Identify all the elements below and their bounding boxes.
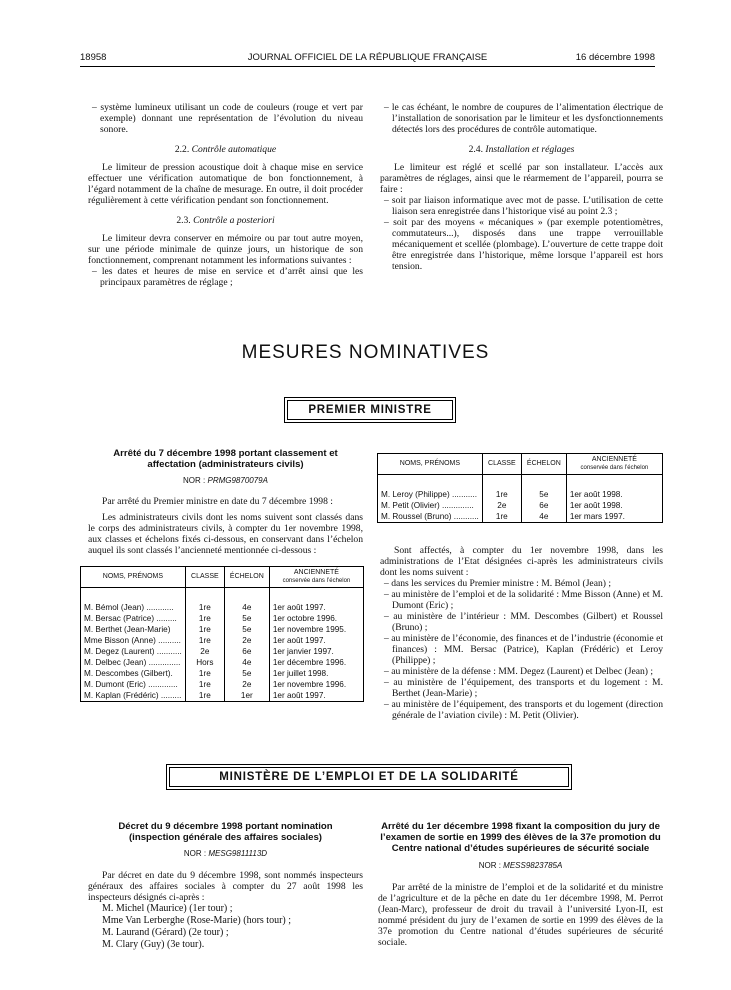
issue-date: 16 décembre 1998	[575, 52, 655, 63]
table-header-row	[378, 454, 663, 475]
table-cell-nom: M. Bersac (Patrice) .........	[81, 613, 186, 624]
table-cell-anc: 1er novembre 1996.	[269, 679, 363, 690]
list-item: – au ministère de l’équipement, des transports et du logement (direction générale de l’aviation civile) : M. Petit (Olivier).	[384, 699, 663, 721]
table-cell-anc: 1er novembre 1995.	[269, 624, 363, 635]
column-header-anciennete: ANCIENNETÉ conservée dans l’échelon	[566, 454, 662, 475]
classement-table-continued	[377, 453, 663, 523]
table-cell-nom: M. Leroy (Philippe) ...........	[378, 475, 483, 501]
table-cell-anc: 1er août 1997.	[269, 635, 363, 646]
top-right-column	[380, 102, 663, 272]
table-cell-nom: M. Berthet (Jean-Marie)	[81, 624, 186, 635]
ministry-banner-premier-ministre	[284, 397, 456, 423]
list-item: – au ministère de l’économie, des finances et de l’industrie (économie et finances) : MM. Bersac (Patrice), Kaplan (Frédéric) et Leroy (Philippe) ;	[384, 633, 663, 666]
table-cell-anc: 1er août 1998.	[566, 500, 662, 511]
table-cell-echelon: 4e	[224, 657, 269, 668]
table-cell-echelon: 2e	[224, 635, 269, 646]
table-cell-classe: 1re	[185, 613, 224, 624]
page-header	[80, 52, 655, 67]
paragraph: Sont affectés, à compter du 1er novembre 1998, dans les administrations de l’Etat désignées ci-après les administrateurs civils dont les noms suivent :	[380, 545, 663, 578]
table-cell-classe: 1re	[482, 511, 521, 523]
table-cell-classe: 2e	[482, 500, 521, 511]
table-cell-echelon: 5e	[224, 624, 269, 635]
list-item: – soit par liaison informatique avec mot de passe. L’utilisation de cette liaison sera enregistrée dans l’historique visé au point 2.3 ;	[384, 195, 663, 217]
table-row	[81, 679, 364, 690]
paragraph: Par arrêté de la ministre de l’emploi et de la solidarité et du ministre de l’agriculture et de la pêche en date du 1er décembre 1998, M. Perrot (Jean-Marc), professeur de droit du travail à l’université Lyon-II, est nommé président du jury de l’examen de sortie en 1999 des élèves de la 37e promotion du Centre national d’études supérieures de sécurité sociale.	[378, 882, 663, 948]
table-cell-nom: Mme Bisson (Anne) ..........	[81, 635, 186, 646]
table-row	[81, 635, 364, 646]
nor-reference: NOR : MESG9811113D	[183, 849, 268, 858]
list-item: – au ministère de la défense : MM. Degez (Laurent) et Delbec (Jean) ;	[384, 666, 654, 677]
table-cell-classe: 1re	[185, 624, 224, 635]
table-header-row	[81, 567, 364, 588]
table-cell-anc: 1er décembre 1996.	[269, 657, 363, 668]
paragraph: Par décret en date du 9 décembre 1998, sont nommés inspecteurs généraux des affaires sociales à compter du 27 août 1998 les inspecteurs désignés ci-après :	[88, 870, 363, 903]
table-cell-nom: M. Dumont (Eric) .............	[81, 679, 186, 690]
section-heading-2-4: 2.4. Installation et réglages	[468, 144, 575, 155]
table-cell-echelon: 2e	[224, 679, 269, 690]
table-row	[81, 657, 364, 668]
list-item: – dans les services du Premier ministre : M. Bémol (Jean) ;	[384, 578, 612, 589]
list-item: – soit par des moyens « mécaniques » (par exemple potentiomètres, commutateurs...), disposés dans une trappe verrouillable mécaniquement et scellée (plombage). L’ouverture de cette trappe doit être enregistrée dans l’historique, même lorsque l’appareil est hors tension.	[384, 217, 663, 272]
journal-title: JOURNAL OFFICIEL DE LA RÉPUBLIQUE FRANÇAISE	[247, 52, 488, 63]
nor-reference: NOR : MESS9823785A	[478, 861, 563, 870]
table-cell-classe: Hors	[185, 657, 224, 668]
table-row	[378, 475, 663, 501]
section-heading-2-3: 2.3. Contrôle a posteriori	[176, 215, 275, 226]
column-header-anciennete: ANCIENNETÉ conservée dans l’échelon	[269, 567, 363, 588]
list-item: – au ministère de l’équipement, des transports et du logement : M. Berthet (Jean-Marie) ;	[384, 677, 663, 699]
table-row	[378, 500, 663, 511]
nominee: M. Michel (Maurice) (1er tour) ;	[102, 903, 233, 914]
ministry-banner-label: PREMIER MINISTRE	[287, 400, 453, 420]
nor-reference: NOR : PRMG9870079A	[183, 476, 268, 485]
table-row	[81, 624, 364, 635]
table-cell-anc: 1er juillet 1998.	[269, 668, 363, 679]
nominee: Mme Van Lerberghe (Rose-Marie) (hors tour) ;	[102, 915, 292, 926]
list-item: – le cas échéant, le nombre de coupures de l’alimentation électrique de l’installation de sonorisation par le limiteur et les dysfonctionnements détectés lors des procédures de contrôle automatique.	[384, 102, 663, 135]
table-cell-nom: M. Delbec (Jean) ..............	[81, 657, 186, 668]
table-cell-echelon: 6e	[521, 500, 566, 511]
column-header-noms: NOMS, PRÉNOMS	[81, 567, 186, 588]
table-cell-nom: M. Bémol (Jean) ............	[81, 588, 186, 614]
list-item: – au ministère de l’emploi et de la solidarité : Mme Bisson (Anne) et M. Dumont (Eric) ;	[384, 589, 663, 611]
decret-nomination	[88, 821, 363, 951]
table-cell-nom: M. Roussel (Bruno) ...........	[378, 511, 483, 523]
column-header-classe: CLASSE	[482, 454, 521, 475]
paragraph: Les administrateurs civils dont les noms suivent sont classés dans le corps des administrateurs civils, à compter du 1er novembre 1998, aux classes et échelons fixés ci-dessous, en conservant dans l’échelon auquel ils sont classés l’ancienneté mentionnée ci-dessous :	[88, 512, 363, 556]
table-cell-echelon: 5e	[521, 475, 566, 501]
nominee: M. Clary (Guy) (3e tour).	[102, 939, 205, 950]
arrete-title: Arrêté du 7 décembre 1998 portant classement et affectation (administrateurs civils)	[113, 448, 338, 470]
nominee: M. Laurand (Gérard) (2e tour) ;	[102, 927, 229, 938]
paragraph: Le limiteur de pression acoustique doit à chaque mise en service effectuer une vérification automatique de bon fonctionnement, à l’égard notamment de la chaîne de mesurage. En outre, il doit procéder régulièrement à cette vérification pendant son fonctionnement.	[88, 162, 363, 206]
paragraph: Le limiteur est réglé et scellé par son installateur. L’accès aux paramètres de réglages, ainsi que le réarmement de l’appareil, pourra se faire :	[380, 162, 663, 195]
classement-table	[80, 566, 364, 702]
table-cell-anc: 1er août 1998.	[566, 475, 662, 501]
page-number: 18958	[80, 52, 107, 63]
column-header-echelon: ÉCHELON	[521, 454, 566, 475]
decret-title: Décret du 9 décembre 1998 portant nomination (inspection générale des affaires sociales)	[118, 821, 333, 843]
table-cell-nom: M. Kaplan (Frédéric) .........	[81, 690, 186, 702]
table-cell-classe: 1re	[482, 475, 521, 501]
list-item: – système lumineux utilisant un code de couleurs (rouge et vert par exemple) donnant une représentation de l’évolution du niveau sonore.	[92, 102, 363, 135]
list-item: – au ministère de l’intérieur : MM. Descombes (Gilbert) et Roussel (Bruno) ;	[384, 611, 663, 633]
affectations	[380, 545, 663, 721]
table-cell-echelon: 4e	[521, 511, 566, 523]
ministry-banner-emploi-solidarite	[166, 764, 572, 790]
table-cell-nom: M. Degez (Laurent) ...........	[81, 646, 186, 657]
paragraph: Le limiteur devra conserver en mémoire ou par tout autre moyen, sur une période minimale de quinze jours, un historique de son fonctionnement, comprenant notamment les informations suivantes :	[88, 233, 363, 266]
table-cell-classe: 1re	[185, 668, 224, 679]
table-row	[378, 511, 663, 523]
table-cell-echelon: 5e	[224, 668, 269, 679]
ministry-banner-label: MINISTÈRE DE L’EMPLOI ET DE LA SOLIDARITÉ	[169, 767, 569, 787]
top-left-column	[88, 102, 363, 288]
table-cell-anc: 1er août 1997.	[269, 690, 363, 702]
column-header-echelon: ÉCHELON	[224, 567, 269, 588]
table-cell-classe: 2e	[185, 646, 224, 657]
paragraph: Par arrêté du Premier ministre en date du 7 décembre 1998 :	[102, 496, 333, 507]
arrete-title: Arrêté du 1er décembre 1998 fixant la composition du jury de l’examen de sortie en 1999 des élèves de la 37e promotion du Centre national d’études supérieures de sécurité sociale	[380, 821, 661, 854]
table-cell-classe: 1re	[185, 679, 224, 690]
column-header-classe: CLASSE	[185, 567, 224, 588]
list-item: – les dates et heures de mise en service et d’arrêt ainsi que les principaux paramètres de réglage ;	[92, 266, 363, 288]
table-cell-classe: 1re	[185, 588, 224, 614]
table-row	[81, 613, 364, 624]
table-cell-nom: M. Descombes (Gilbert).	[81, 668, 186, 679]
table-cell-echelon: 6e	[224, 646, 269, 657]
table-cell-anc: 1er août 1997.	[269, 588, 363, 614]
table-cell-classe: 1re	[185, 690, 224, 702]
table-cell-anc: 1er mars 1997.	[566, 511, 662, 523]
table-row	[81, 646, 364, 657]
section-title: MESURES NOMINATIVES	[241, 342, 490, 363]
table-cell-classe: 1re	[185, 635, 224, 646]
table-cell-echelon: 5e	[224, 613, 269, 624]
table-cell-echelon: 1er	[224, 690, 269, 702]
section-heading-2-2: 2.2. Contrôle automatique	[174, 144, 277, 155]
table-row	[81, 690, 364, 702]
table-cell-nom: M. Petit (Olivier) ..............	[378, 500, 483, 511]
table-cell-anc: 1er octobre 1996.	[269, 613, 363, 624]
table-cell-echelon: 4e	[224, 588, 269, 614]
arrete-classement	[88, 448, 363, 556]
table-cell-anc: 1er janvier 1997.	[269, 646, 363, 657]
table-row	[81, 588, 364, 614]
affectations-list	[380, 578, 663, 721]
nominees-list	[88, 903, 363, 951]
arrete-jury	[378, 821, 663, 948]
table-row	[81, 668, 364, 679]
column-header-noms: NOMS, PRÉNOMS	[378, 454, 483, 475]
